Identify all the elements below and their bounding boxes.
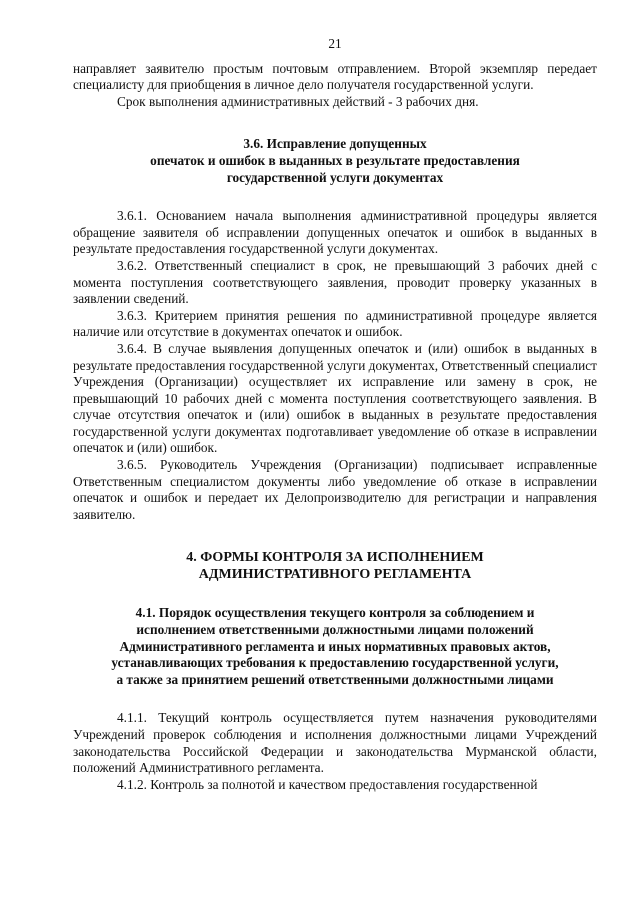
paragraph-3-6-3: 3.6.3. Критерием принятия решения по административной процедуре является наличие или отсутствие в документах опечаток и ошибок. [73, 307, 597, 340]
heading-line: 3.6. Исправление допущенных [243, 136, 427, 152]
paragraph-4-1-1: 4.1.1. Текущий контроль осуществляется путем назначения руководителями Учреждений проверок соблюдения и исполнения должностными лицами Учреждений законодательства Российской Федерации и законодательства Мурманской области, положений Административного регламента. [73, 710, 597, 776]
intro-paragraph-1: направляет заявителю простым почтовым отправлением. Второй экземпляр передает специалисту для приобщения в личное дело получателя государственной услуги. [73, 60, 597, 93]
paragraph-3-6-4: 3.6.4. В случае выявления допущенных опечаток и (или) ошибок в выданных в результате предоставления государственной услуги документах, Ответственный специалист Учреждения (Организации) осуществляет их исправление или замену в срок, не превышающий 10 рабочих дней с момента поступления соответствующего заявления. В случае отсутствия опечаток и (или) ошибок в выданных в результате предоставления государственной услуги документах подготавливает уведомление об отказе в исправлении опечаток и (или) ошибок. [73, 340, 597, 456]
heading-line: 4. ФОРМЫ КОНТРОЛЯ ЗА ИСПОЛНЕНИЕМ [186, 550, 484, 566]
heading-line: исполнением ответственными должностными лицами положений [136, 622, 534, 638]
paragraph-3-6-5: 3.6.5. Руководитель Учреждения (Организации) подписывает исправленные Ответственным специалистом документы либо уведомление об отказе в исправлении опечаток и ошибок и передает их Делопроизводителю для регистрации и направления заявителю. [73, 457, 597, 522]
heading-line: государственной услуги документах [226, 169, 444, 185]
paragraph-4-1-2: 4.1.2. Контроль за полнотой и качеством предоставления государственной [117, 776, 538, 792]
heading-line: Административного регламента и иных нормативных правовых актов, [119, 638, 551, 654]
heading-line: устанавливающих требования к предоставлению государственной услуги, [111, 655, 559, 671]
heading-line: опечаток и ошибок в выданных в результате предоставления [150, 152, 520, 168]
heading-line: АДМИНИСТРАТИВНОГО РЕГЛАМЕНТА [198, 567, 472, 583]
paragraph-3-6-1: 3.6.1. Основанием начала выполнения административной процедуры является обращение заявителя об исправлении допущенных опечаток и ошибок в выданных в результате предоставления государственной услуги документах. [73, 208, 597, 257]
heading-line: а также за принятием решений ответственными должностными лицами [116, 671, 554, 687]
section-3-6-heading [73, 136, 597, 186]
paragraph-3-6-2: 3.6.2. Ответственный специалист в срок, не превышающий 3 рабочих дней с момента поступления соответствующего заявления, проводит проверку указанных в заявлении сведений. [73, 257, 597, 307]
heading-line: 4.1. Порядок осуществления текущего контроля за соблюдением и [135, 605, 535, 621]
page-number: 21 [328, 36, 342, 51]
section-4-heading [73, 549, 597, 583]
section-4-1-heading [73, 605, 597, 688]
intro-paragraph-2: Срок выполнения административных действий - 3 рабочих дня. [117, 93, 479, 109]
